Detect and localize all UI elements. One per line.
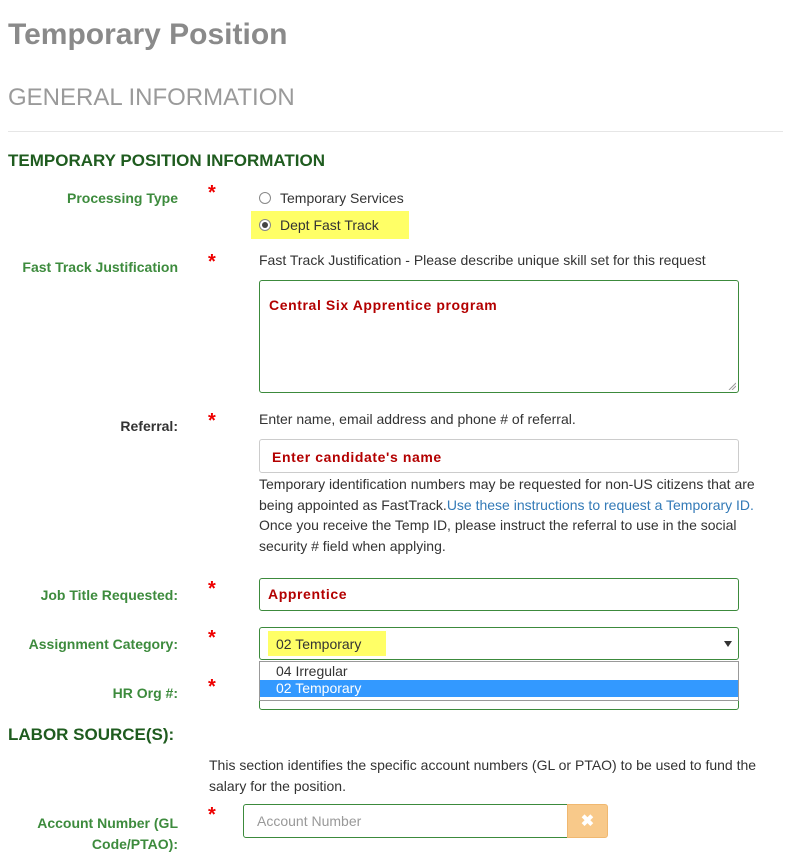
radio-dept-fast-track[interactable] (259, 217, 379, 233)
divider (8, 131, 783, 132)
assignment-category-options[interactable] (259, 661, 739, 701)
referral-help-text: Enter name, email address and phone # of referral. (259, 411, 576, 427)
temp-id-followup-text: Once you receive the Temp ID, please instruct the referral to use in the social security # field when applying. (259, 517, 737, 554)
required-icon: * (208, 676, 216, 698)
fast-track-justification-label: Fast Track Justification (22, 259, 178, 275)
processing-type-label: Processing Type (66, 190, 178, 206)
job-title-input[interactable] (259, 578, 739, 611)
required-icon: * (208, 251, 216, 273)
clear-account-button[interactable] (567, 804, 608, 838)
temporary-id-note (259, 474, 759, 556)
account-number-label: Account Number (GL Code/PTAO): (37, 815, 178, 852)
required-icon: * (208, 182, 216, 204)
section-title: GENERAL INFORMATION (8, 84, 295, 111)
option-02-temporary[interactable]: 02 Temporary (260, 680, 738, 697)
assignment-category-value: 02 Temporary (276, 636, 362, 652)
radio-temporary-services[interactable] (259, 190, 404, 206)
labor-description: This section identifies the specific account numbers (GL or PTAO) to be used to fund the salary for the position. (209, 757, 757, 794)
account-number-input[interactable] (243, 804, 568, 838)
radio-temporary-services-label: Temporary Services (280, 190, 404, 206)
temporary-id-note-text: Temporary identification numbers may be requested for non-US citizens that are being appointed as FastTrack. (259, 476, 755, 513)
job-title-value: Apprentice (268, 586, 348, 602)
assignment-category-select[interactable] (259, 627, 739, 660)
referral-label: Referral: (120, 418, 178, 434)
chevron-down-icon[interactable] (724, 641, 732, 647)
radio-dept-fast-track-label: Dept Fast Track (280, 217, 379, 233)
option-04-irregular[interactable]: 04 Irregular (276, 663, 348, 679)
close-icon: ✖ (580, 813, 595, 830)
referral-input[interactable] (259, 439, 739, 473)
referral-value: Enter candidate's name (272, 449, 442, 465)
resize-grip-icon[interactable] (728, 382, 736, 390)
temporary-position-information-heading: TEMPORARY POSITION INFORMATION (8, 151, 326, 170)
required-icon: * (208, 410, 216, 432)
radio-checked-icon[interactable] (259, 219, 271, 231)
required-icon: * (208, 627, 216, 649)
job-title-label: Job Title Requested: (40, 587, 178, 603)
temporary-id-instructions-link[interactable]: Use these instructions to request a Temporary ID. (446, 496, 754, 513)
required-icon: * (208, 578, 216, 600)
labor-sources-heading: LABOR SOURCE(S): (8, 725, 175, 744)
radio-icon[interactable] (259, 192, 271, 204)
hr-org-label: HR Org #: (112, 685, 178, 701)
required-icon: * (208, 804, 216, 826)
assignment-category-label: Assignment Category: (28, 636, 178, 652)
page-title: Temporary Position (8, 18, 288, 51)
fast-track-justification-value: Central Six Apprentice program (269, 297, 498, 313)
fast-track-justification-textarea[interactable] (259, 280, 739, 393)
fast-track-help-text: Fast Track Justification - Please describe unique skill set for this request (259, 252, 706, 268)
